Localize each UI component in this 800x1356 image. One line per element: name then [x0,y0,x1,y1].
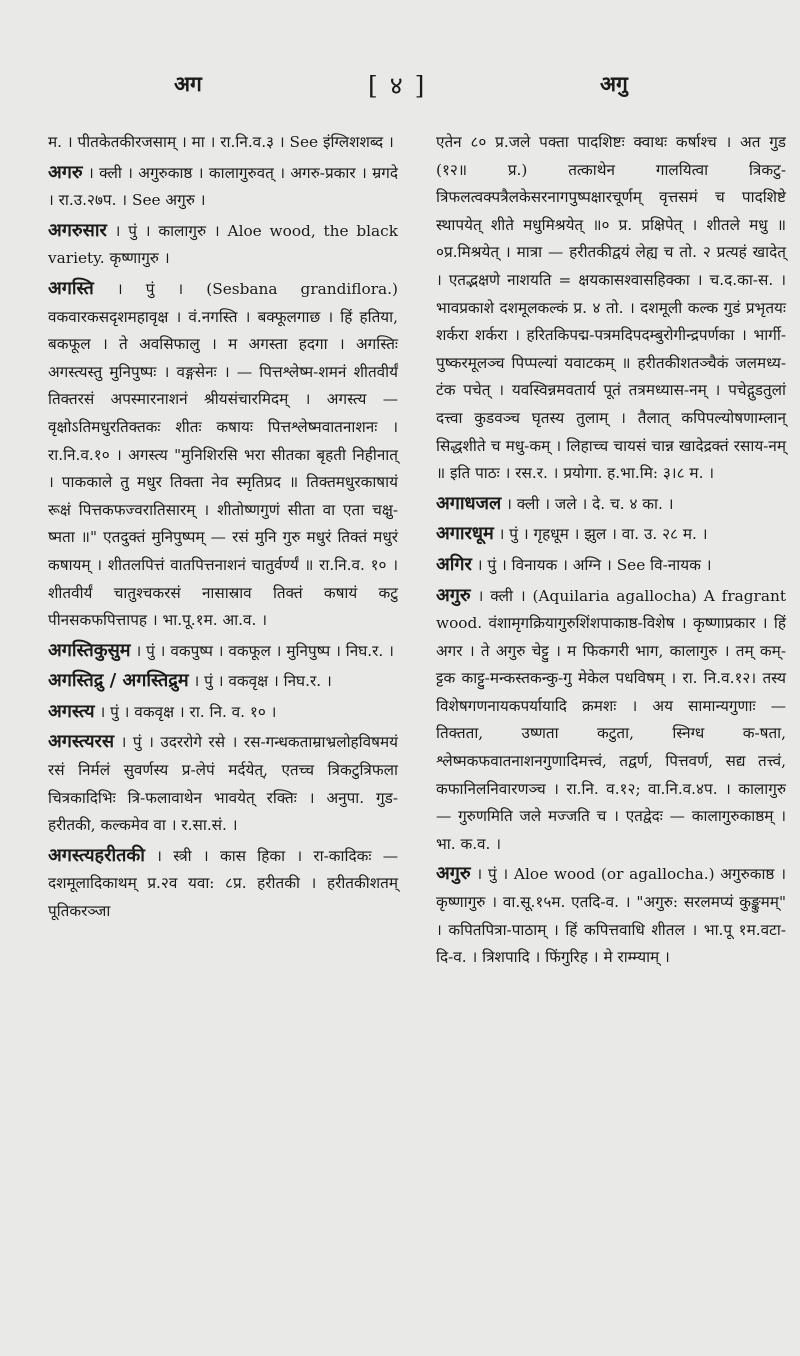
dictionary-entry [48,217,398,273]
entry-headword: अगस्त्यरस [48,731,115,753]
entry-headword: अगिर [436,553,472,575]
entry-definition: । पुं । वकवृक्ष । रा. नि. व. १० । [99,702,277,721]
dictionary-entry [48,128,398,157]
entry-definition: । पुं । वकवृक्ष । निघ.र. । [193,672,332,691]
entry-definition: । पुं । Aloe wood (or agallocha.) अगुरुकाष्ठ । कृष्णागुरु । वा.सू.१५म. एतदि-व. । "अगुरु: सरलमप्यं कुङ्कुमम्" । कपितपित्रा-पाठाम् । हिं कपित्तवाधि शीतल । भा.पू १म.वटा-दि-व. । त्रिशपादि । फिंगुरिह । मे राम्म्याम् । [436,865,786,967]
entry-definition: । क्ली । जले । दे. च. ४ का. । [506,494,674,513]
entry-headword: अगस्त्य [48,700,95,722]
entry-definition: । क्ली । अगुरुकाष्ठ । कालागुरुवत् । अगरु-प्रकार । म्रगदे । रा.उ.२७प. । See अगुरु । [48,163,398,210]
entry-definition: । पुं । उदररोगे रसे । रस-गन्धकताम्राभ्रलोहविषमयं रसं निर्मलं सुवर्णस्य प्र-लेपं मर्दयेत्, एतच्च त्रिकटुत्रिफला चित्रकादिभिः त्रि-फलावाथेन भावयेत् रक्तिः । अनुपा. गुड-हरीतकी, कल्कमेव वा । र.सा.सं. । [48,733,398,835]
entry-definition: । पुं । (Sesbana grandiflora.) वकवारकसदृशमहावृक्ष । वं.नगस्ति । बक्फूलगाछ । हिं हतिया, बकफूल । ते अवसिफालु । म अगस्ता हदगा । अगस्तिः अगस्त्यस्तु मुनिपुष्पः । वङ्गसेनः । — पित्तश्लेष्म-शमनं शीतवीर्यं तिक्तरसं अपस्मारनाशनं श्रीयसंचारमिदम् । अगस्त्य — वृक्षोऽतिमधुरतिक्तकः शीतः कषायः पित्तश्लेष्मवातनाशनः । रा.नि.व.१० । अगस्त्य "मुनिशिरसि भरा सीतका बृहती निहीनात् । पाककाले तु मधुर तिक्ता नेव स्मृतिप्रद ॥ तिक्तमधुरकाषायं रूक्षं पित्तकफज्वरातिसारम् । शीतोष्णगुणं सीता वा एता चक्षु-ष्मता ॥" एतदुक्तं मुनिपुष्पम् — रसं मुनि गुरु मधुरं तिक्तं मधुरं कषायम् । शीतलपित्तं वातपित्तनाशनं चातुर्वर्ण्यं ॥ रा.नि.व. १० । शीतवीर्यं चातुश्चकरसं नासास्राव तिक्तं कषायं कटु पीनसकफपित्तापह । भा.पू.१म. आ.व. । [48,279,398,630]
entry-headword: अगारधूम [436,523,494,545]
page-header [0,62,800,108]
entry-headword: अगस्तिद्रु / अगस्तिद्रुम [48,670,189,692]
dictionary-entry [48,667,398,696]
dictionary-entry [48,728,398,839]
entry-headword: अगस्त्यहरीतकी [48,844,145,866]
dictionary-entry [436,551,786,580]
column-gutter [410,128,411,1308]
dictionary-entry [436,520,786,549]
entry-headword: अगाधजल [436,492,502,514]
dictionary-entry [48,698,398,727]
right-column [436,128,786,974]
entry-headword: अगुरु [436,584,471,606]
header-left-guideword: अग [174,71,202,96]
entry-headword: अगस्तिकुसुम [48,639,131,661]
dictionary-entry [48,159,398,215]
left-column [48,128,398,928]
entry-headword: अगरु [48,161,83,183]
dictionary-entry [48,275,398,635]
dictionary-entry [48,637,398,666]
entry-definition: । पुं । विनायक । अग्नि । See वि-नायक । [476,555,712,574]
entry-headword: अगस्ति [48,277,94,299]
dictionary-entry [436,582,786,859]
header-page-number: [ ४ ] [368,71,427,100]
entry-definition: । स्त्री । कास हिका । रा-कादिकः — दशमूलादिकाथम् प्र.२व यवा: ८प्र. हरीतकी । हरीतकीशतम् पूतिकरञ्जा [48,846,398,921]
dictionary-entry [436,128,786,488]
entry-headword: अगुरु [436,863,471,885]
entry-definition: । पुं । कालागुरु । Aloe wood, the black variety. कृष्णागुरु । [48,221,398,268]
entry-definition: । क्ली । (Aquilaria agallocha) A fragrant wood. वंशामृगक्रियागुरुशिंशपाकाष्ठ-विशेष । कृष्णाप्रकार । हिं अगर । ते अगुरु चेट्टु । म फिकगरी भाग, कालागुरु । तम् कम्-ट्टक काट्टु-मन्कस्तकन्कु-गु मेकेल पधविषम् । रा. नि.व.१२। तस्य विशेषगणनायकपर्यायादि क्रमशः । अय सामान्यगुणाः — तिक्तता, उष्णता कटुता, स्निग्ध क-षता, श्लेष्मकफवातनाशनगुणादिमत्त्वं, तद्वर्ण, पित्तवर्ण, सद्य तत्त्वं, कफानिलनिवारणञ्च । रा.नि. व.१२; वा.नि.व.४प. । कालागुरु — गुरुणमिति जले मज्जति च । एतद्वेदः — कालागुरुकाष्ठम् । भा. क.व. । [436,586,786,853]
dictionary-entry [436,860,786,971]
entry-definition: । पुं । वकपुष्प । वकफूल । मुनिपुष्प । निघ.र. । [135,641,394,660]
entry-definition: एतेन ८० प्र.जले पक्ता पादशिष्टः क्वाथः कर्षाश्च । अत गुड (१२॥ प्र.) तत्काथेन गालयित्वा त्रिकटु-त्रिफलत्वक्पत्रैलकेसरनागपुष्पक्षारचूर्णम् वृत्तसमं च पादशिष्टे स्थापयेत् शीते मधुमिश्रयेत् ॥० प्र. प्रक्षिपेत् । शीतले मधु ॥०प्र.मिश्रयेत् । मात्रा — हरीतकीद्वयं लेह्य च तो. २ प्रत्यहं खादेत् । एतद्भक्षणे नाशयति = क्षयकासश्वासहिक्का । च.द.का-स. । भावप्रकाशे दशमूलकल्कं प्र. ४ तो. । दशमूली कल्क गुडं प्रभृतयः शर्करा शर्करा । हरितकिपद्म-पत्रमदिपदम्बुरोगीन्द्रपर्णका । भार्गी-पुष्करमूलञ्च पिप्पल्यां यवाटकम् ॥ हरीतकीशतञ्चैकं जलमध्य-टंक पचेत् । यवस्विन्नमवतार्य पूतं तत्रमध्यास-नम् । पचेद्गुडतुलां दत्त्वा कुडवञ्च घृतस्य तुलाम् । तैलात् कपिपल्योषणाम्लान् सिद्धशीते च मधु-कम् । लिहाच्च चायसं चान्न खादेद्रक्तं रसाय-नम् ॥ इति पाठः । रस.र. । प्रयोगा. ह.भा.मि: ३।८ म. । [436,133,786,483]
dictionary-entry [436,490,786,519]
entry-definition: । पुं । गृहधूम । झुल । वा. उ. २८ म. । [498,525,708,544]
header-right-guideword: अगु [600,71,628,96]
entry-headword: अगरुसार [48,219,107,241]
entry-definition: म. । पीतकेतकीरजसाम् । मा । रा.नि.व.३ । See इंग्लिशशब्द । [48,133,394,151]
dictionary-entry [48,842,398,926]
